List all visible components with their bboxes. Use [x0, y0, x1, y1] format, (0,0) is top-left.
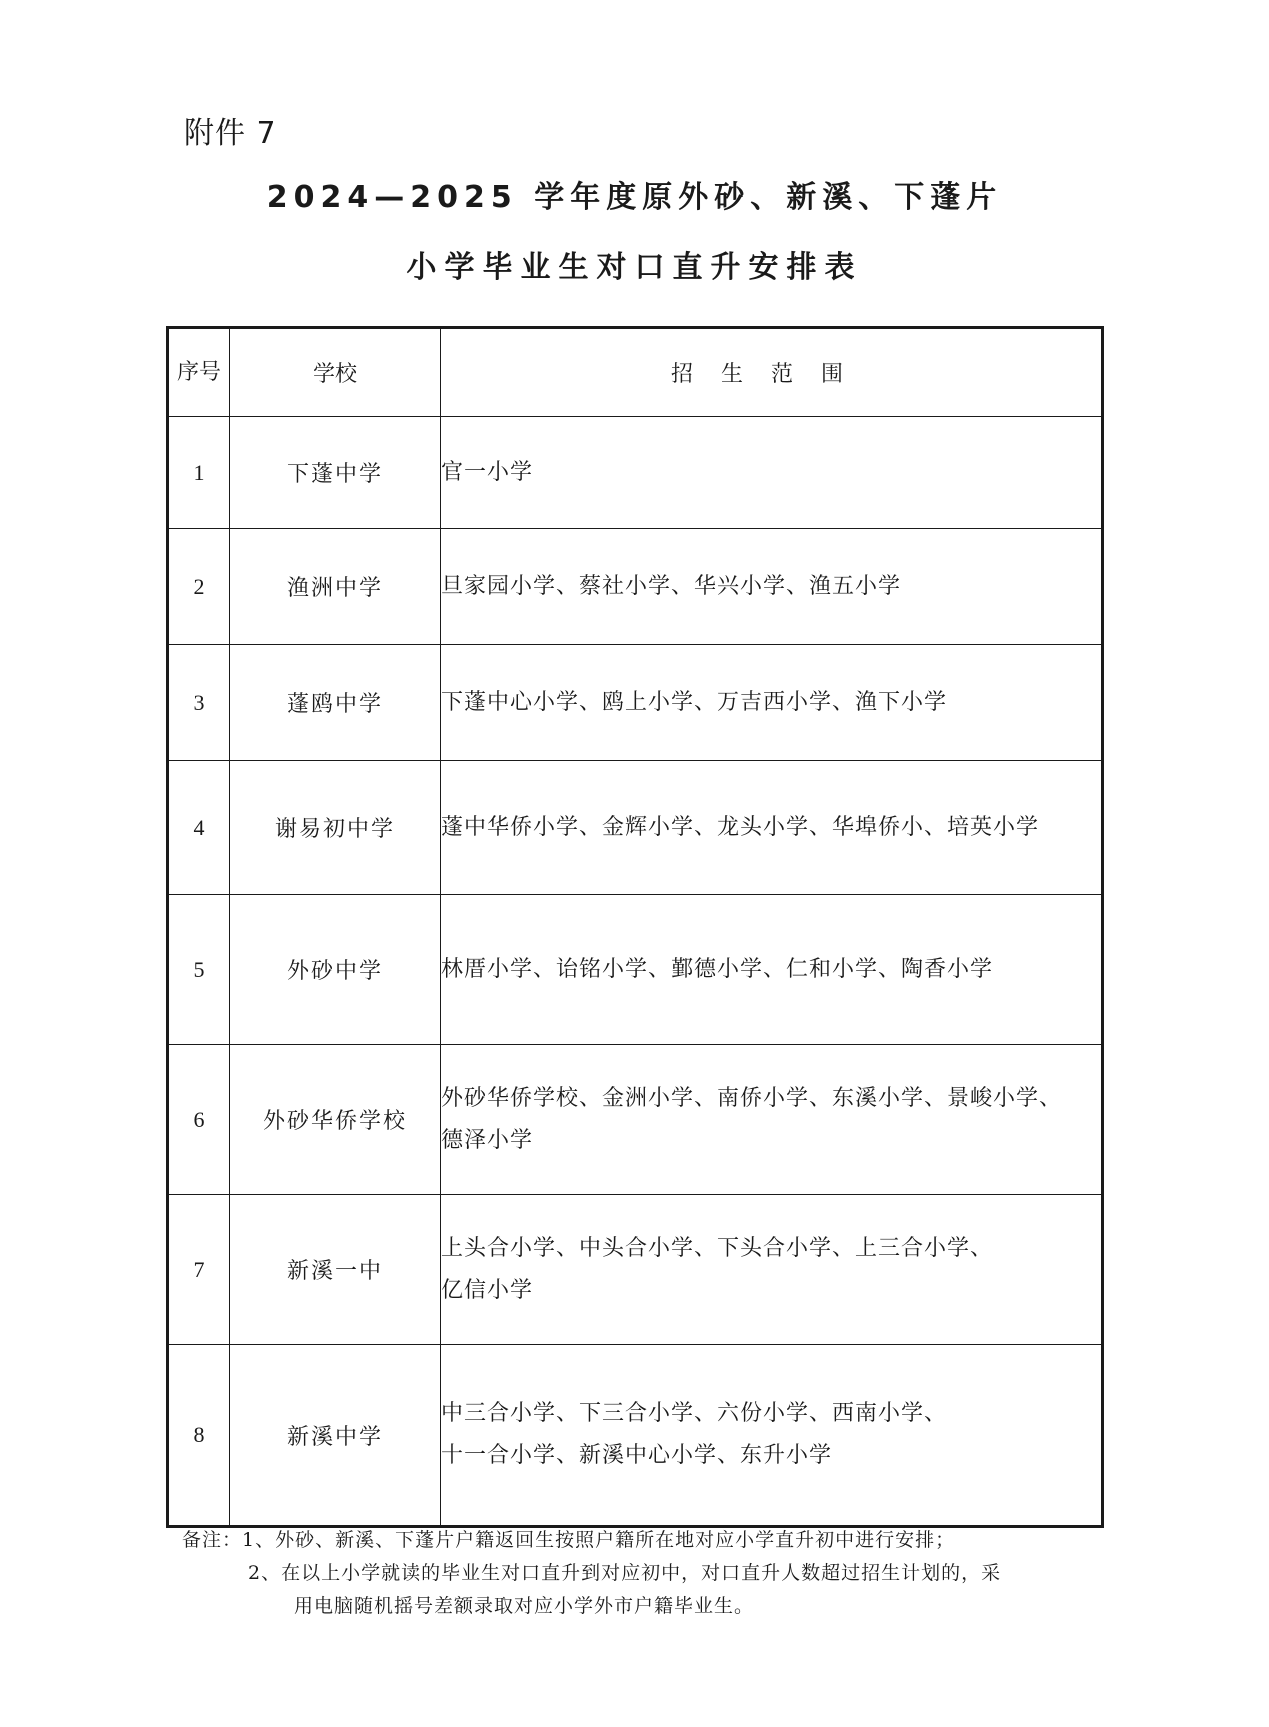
table-row: [168, 417, 1103, 529]
range-line: 官一小学: [441, 459, 534, 485]
row-school: 新溪一中: [230, 1195, 441, 1345]
row-seq: 6: [168, 1045, 230, 1195]
row-seq: 1: [168, 417, 230, 529]
row-school: 下蓬中学: [230, 417, 441, 529]
row-school: 外砂华侨学校: [230, 1045, 441, 1195]
row-range: [441, 1045, 1103, 1195]
table-row: [168, 761, 1103, 895]
row-school: 渔洲中学: [230, 529, 441, 645]
row-range: [441, 1345, 1103, 1527]
title-line-2: 小学毕业生对口直升安排表: [406, 250, 863, 285]
table-row: [168, 895, 1103, 1045]
row-seq: 3: [168, 645, 230, 761]
range-line: 亿信小学: [441, 1277, 534, 1303]
table-row: [168, 1345, 1103, 1527]
title-line-1: 2024—2025 学年度原外砂、新溪、下蓬片: [266, 180, 1003, 215]
note-line-2: 2、在以上小学就读的毕业生对口直升到对应初中，对口直升人数超过招生计划的，采: [248, 1562, 1002, 1584]
table-header-row: [168, 328, 1103, 417]
row-range: [441, 761, 1103, 895]
row-school: 蓬鸥中学: [230, 645, 441, 761]
table-row: [168, 1045, 1103, 1195]
row-seq: 5: [168, 895, 230, 1045]
row-range: [441, 645, 1103, 761]
range-line: 蓬中华侨小学、金辉小学、龙头小学、华埠侨小、培英小学: [441, 814, 1040, 840]
range-line: 林厝小学、诒铭小学、鄞德小学、仁和小学、陶香小学: [441, 956, 994, 982]
row-school: 新溪中学: [230, 1345, 441, 1527]
row-seq: 4: [168, 761, 230, 895]
header-seq: 序号: [168, 328, 230, 417]
row-seq: 7: [168, 1195, 230, 1345]
admission-table: [166, 326, 1104, 1528]
table-row: [168, 529, 1103, 645]
range-line: 上头合小学、中头合小学、下头合小学、上三合小学、: [441, 1235, 994, 1261]
attachment-label: 附件 7: [184, 116, 277, 151]
row-range: [441, 1195, 1103, 1345]
row-school: 外砂中学: [230, 895, 441, 1045]
row-seq: 2: [168, 529, 230, 645]
row-seq: 8: [168, 1345, 230, 1527]
range-line: 旦家园小学、蔡社小学、华兴小学、渔五小学: [441, 573, 902, 599]
header-school: 学校: [230, 328, 441, 417]
row-school: 谢易初中学: [230, 761, 441, 895]
range-line: 下蓬中心小学、鸥上小学、万吉西小学、渔下小学: [441, 689, 948, 715]
row-range: [441, 895, 1103, 1045]
table-row: [168, 645, 1103, 761]
header-range: 招生范围: [441, 328, 1103, 417]
note-line-1: 备注：1、外砂、新溪、下蓬片户籍返回生按照户籍所在地对应小学直升初中进行安排；: [182, 1529, 956, 1551]
row-range: [441, 417, 1103, 529]
range-line: 外砂华侨学校、金洲小学、南侨小学、东溪小学、景峻小学、: [441, 1085, 1063, 1111]
notes: [182, 1524, 1102, 1623]
note-line-3: 用电脑随机摇号差额录取对应小学外市户籍毕业生。: [294, 1595, 755, 1617]
range-line: 中三合小学、下三合小学、六份小学、西南小学、: [441, 1401, 948, 1426]
row-range: [441, 529, 1103, 645]
table-row: [168, 1195, 1103, 1345]
range-line: 德泽小学: [441, 1127, 534, 1153]
range-line: 十一合小学、新溪中心小学、东升小学: [441, 1443, 833, 1468]
